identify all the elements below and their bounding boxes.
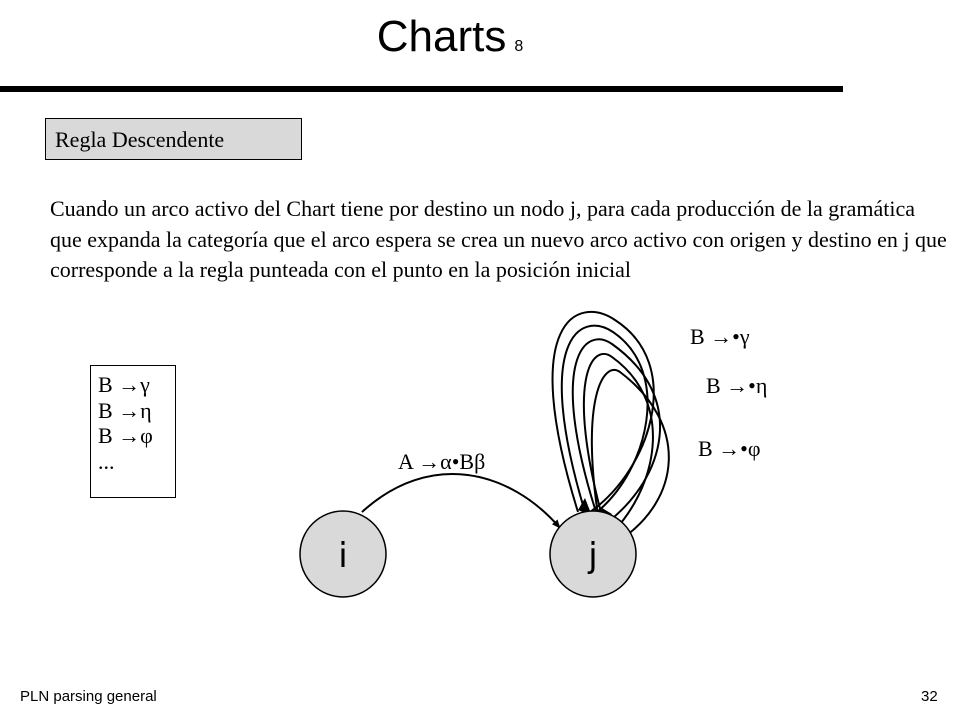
node-i-label: i (338, 536, 348, 576)
grammar-rule: B →φ (98, 423, 153, 448)
loop-arc-gamma (553, 312, 654, 512)
footer-course: PLN parsing general (20, 688, 157, 705)
loop-label-gamma: B →•γ (690, 324, 750, 349)
loop-label-eta: B →•η (706, 373, 768, 398)
footer-page-number: 32 (921, 688, 938, 705)
node-j-label: j (588, 536, 598, 576)
grammar-rule-ellipsis: ... (98, 448, 115, 474)
arc-label-alpha-b-beta: A →α•Bβ (398, 449, 486, 474)
grammar-rule: B →γ (98, 372, 150, 397)
grammar-rule: B →η (98, 397, 152, 423)
slide-title-sub: 8 (514, 38, 524, 55)
arc-i-to-j (362, 474, 560, 528)
loop-label-phi: B →•φ (698, 436, 761, 461)
section-tag: Regla Descendente (45, 118, 302, 160)
description-paragraph: Cuando un arco activo del Chart tiene por destino un nodo j, para cada producción de la gramática que expanda la categoría que el arco espera se crea un nuevo arco activo con origen y destino en j que corresponde a la regla punteada con el punto en la posición inicial (50, 196, 947, 282)
slide-title-text: Charts (376, 12, 507, 61)
